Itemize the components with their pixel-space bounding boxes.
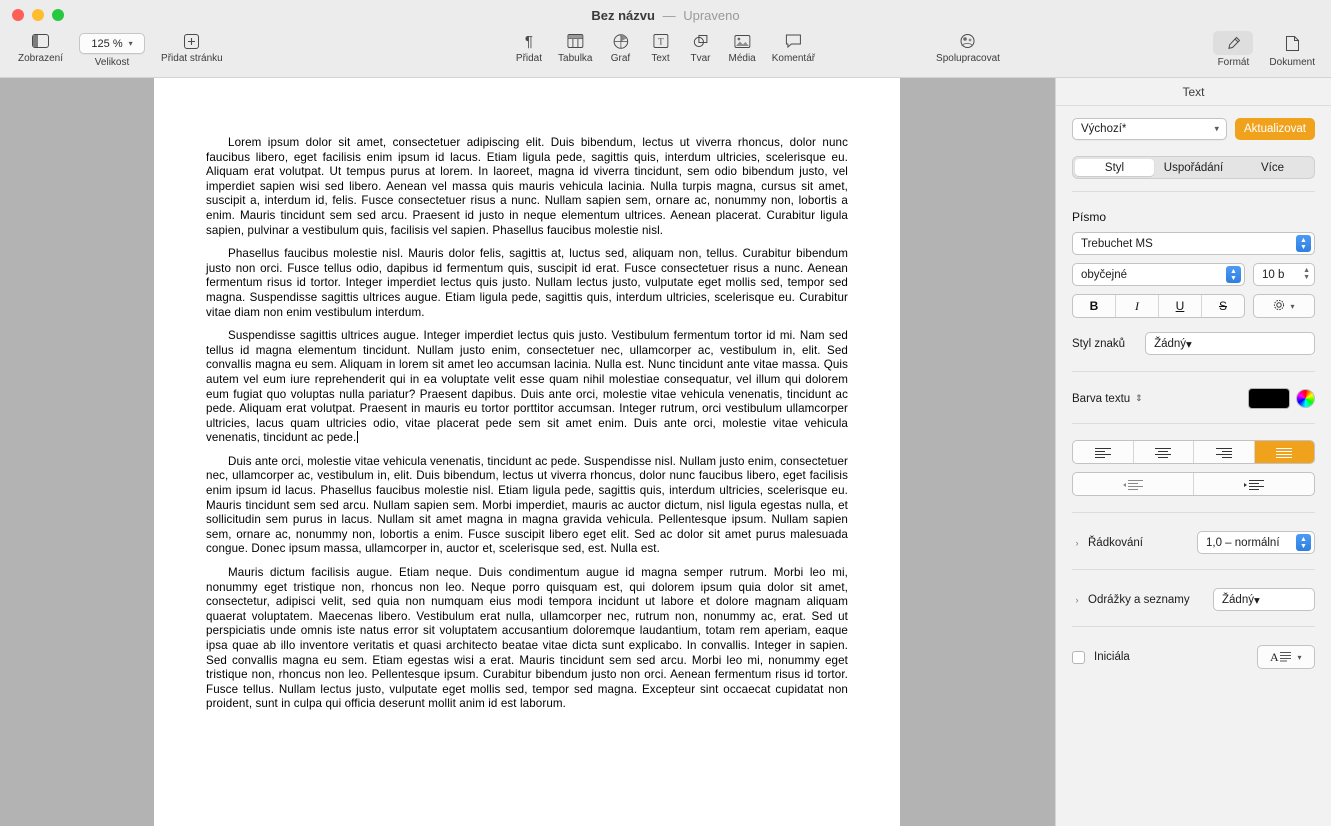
divider-5 [1072, 569, 1315, 570]
chevron-down-icon: ▾ [128, 39, 133, 48]
text-box-icon [653, 31, 668, 51]
line-spacing-select[interactable] [1197, 531, 1315, 554]
document-icon [1286, 33, 1299, 53]
paragraph-style-select[interactable] [1072, 118, 1227, 140]
line-spacing-label: Řádkování [1088, 536, 1143, 549]
divider-2 [1072, 371, 1315, 372]
font-family-value: Trebuchet MS [1081, 237, 1153, 250]
shape-button[interactable] [680, 30, 720, 64]
line-spacing-stepper[interactable]: ▲ ▼ [1296, 534, 1311, 551]
font-family-stepper[interactable]: ▲ ▼ [1296, 235, 1311, 252]
toolbar [0, 30, 1331, 78]
update-style-button[interactable]: Aktualizovat [1235, 118, 1315, 140]
divider-1 [1072, 191, 1315, 192]
font-format-row [1072, 294, 1315, 318]
paragraph-2[interactable]: Phasellus faucibus molestie nisl. Mauris dolor felis, sagittis at, luctus sed, aliquam non, tellus. Curabitur bibendum justo non orci. Fusce tellus odio, dapibus id fermentum quis, suscipit id erat. Fusce consectetuer risus a nunc. Aenean fermentum risus id tortor. Integer imperdiet lectus quis justo. Nullam lectus justo, vulputate eget mollis sed, tempor sed magna. Suspendisse sagittis ultrices augue. Etiam ligula pede, sagittis quis, interdum ultricies, scelerisque eu. Curabitur vitae diam non enim vestibulum interdum. [206, 247, 848, 319]
bullets-label: Odrážky a seznamy [1088, 593, 1190, 606]
divider-4 [1072, 512, 1315, 513]
toolbar-right-group [1205, 30, 1323, 68]
zoom-button[interactable] [52, 9, 64, 21]
text-caret [357, 431, 358, 443]
paragraph-style-value: Výchozí* [1081, 123, 1127, 135]
document-button[interactable] [1261, 30, 1323, 68]
text-color-swatch[interactable] [1248, 388, 1290, 409]
font-size-value: 10 b [1262, 268, 1285, 281]
zoom-label: Velikost [94, 57, 130, 68]
font-size-wrap [1253, 263, 1315, 286]
chevron-down-icon: ▾ [1253, 594, 1260, 607]
add-page-button[interactable] [153, 30, 231, 64]
table-button[interactable] [550, 30, 600, 64]
chevron-right-icon[interactable]: › [1075, 537, 1079, 548]
font-size-field[interactable] [1253, 263, 1315, 286]
font-section-title: Písmo [1072, 210, 1107, 224]
font-format-buttons[interactable] [1072, 294, 1245, 318]
view-label: Zobrazení [18, 53, 64, 64]
format-label: Formát [1217, 57, 1250, 68]
format-button[interactable] [1205, 30, 1261, 68]
align-center-icon[interactable] [1134, 441, 1195, 463]
text-color-row [1072, 388, 1315, 409]
table-icon [567, 31, 583, 51]
font-style-size-row [1072, 263, 1315, 286]
character-style-label: Styl znaků [1072, 337, 1126, 350]
media-button[interactable] [720, 30, 763, 64]
window-title [0, 8, 1331, 23]
character-style-row [1072, 332, 1315, 355]
table-label: Tabulka [558, 53, 593, 64]
media-icon [734, 31, 750, 51]
format-inspector [1055, 78, 1331, 826]
title-separator: — [662, 7, 676, 23]
chevron-down-icon: ▾ [1186, 338, 1192, 351]
paragraph-1[interactable]: Lorem ipsum dolor sit amet, consectetuer adipiscing elit. Duis bibendum, lectus ut viverra rhoncus, dolor nunc faucibus libero, eget facilisis enim ipsum id lacus. Etiam ligula pede, sagittis quis, interdum ultricies, scelerisque eu. Aliquam erat volutpat. Ut tempus purus at lorem. In laoreet, magna id viverra tincidunt, sem odio bibendum justo, vel imperdiet sapien wisi sed libero. Aenean vel massa quis mauris vehicula lacinia. Nulla turpis magna, cursus sit amet, suscipit a, interdum id, felis. Fusce consectetuer risus a nunc. Nullam sapien sem, ornare ac, nonummy non, lobortis a enim. Mauris tincidunt sem sed arcu. Praesent id justo in neque elementum ultrices. Aenean placerat. Curabitur ligula sapien, pulvinar a vestibulum quis, facilisis vel sapien. Phasellus faucibus molestie nisl. [206, 136, 848, 237]
font-size-stepper[interactable]: ▲ ▼ [1303, 267, 1310, 281]
inspector-content [1056, 106, 1331, 669]
bullets-row [1072, 588, 1315, 611]
tab-styl[interactable]: Styl [1075, 159, 1154, 176]
paragraph-3[interactable] [206, 329, 848, 446]
drop-cap-icon [1270, 650, 1292, 665]
paintbrush-icon [1225, 33, 1241, 53]
comment-button[interactable] [764, 30, 823, 64]
toolbar-collaborate-group [928, 30, 1008, 64]
chevron-down-icon: ▾ [1290, 301, 1295, 311]
canvas-right-margin [901, 78, 1055, 826]
pilcrow-icon: ¶ [524, 32, 533, 50]
align-justify-icon[interactable] [1255, 441, 1315, 463]
insert-label: Přidat [515, 53, 543, 64]
font-weight-value: obyčejné [1081, 268, 1128, 281]
tab-usporadani[interactable]: Uspořádání [1163, 161, 1224, 174]
zoom-control[interactable] [71, 30, 153, 68]
document-icon-box [1274, 31, 1311, 55]
character-style-value: Žádný [1154, 337, 1187, 350]
toolbar-left-group [10, 30, 231, 68]
text-button[interactable] [640, 30, 680, 64]
chart-icon [613, 31, 628, 51]
underline-button[interactable]: U [1159, 295, 1202, 317]
sidebar-icon [32, 31, 49, 51]
bullets-select[interactable] [1213, 588, 1315, 611]
bullets-value: Žádný [1222, 593, 1254, 606]
chart-button[interactable] [600, 30, 640, 64]
gear-icon [1273, 299, 1285, 314]
close-button[interactable] [12, 9, 24, 21]
inspector-header: Text [1056, 78, 1331, 106]
svg-text:A: A [1270, 649, 1280, 662]
inspector-tabs[interactable] [1072, 156, 1315, 179]
font-weight-select[interactable] [1072, 263, 1245, 286]
document-page[interactable] [154, 78, 900, 826]
divider-3 [1072, 423, 1315, 424]
divider-6 [1072, 626, 1315, 627]
color-wheel-icon[interactable] [1296, 389, 1315, 408]
paragraph-5[interactable]: Mauris dictum facilisis augue. Etiam neque. Duis condimentum augue id magna semper rutrum. Morbi leo mi, nonummy eget tristique non, rhoncus non leo. Neque porro quisquam est, qui dolorem ipsum quia dolor sit amet, consectetur, adipisci velit, sed quia non numquam eius modi tempora incidunt ut labore et dolore magnam aliquam quaerat voluptatem. Maecenas libero. Vestibulum erat nulla, ullamcorper nec, rutrum non, nonummy ac, erat. Sed ut perspiciatis unde omnis iste natus error sit voluptatem accusantium doloremque laudantium, totam rem aperiam, eaque ipsa quae ab illo inventore veritatis et quasi architecto beatae vitae dicta sunt explicabo. In convallis. Integer in sapien. Sed convallis magna eu sem. Etiam egestas wisi a erat. Mauris tincidunt sem sed arcu. Morbi leo mi, nonummy eget tristique non, rhoncus non leo. Pellentesque ipsum. Curabitur bibendum justo non orci. Aenean fermentum risus id tortor. Fusce tellus. Nullam lectus justo, vulputate eget mollis sed, tempor sed magna. Excepteur sint occaecat cupidatat non proident, sunt in culpa qui officia deserunt mollit anim id est laborum. [206, 566, 848, 711]
media-label: Média [728, 53, 756, 64]
alignment-buttons[interactable] [1072, 440, 1315, 464]
collaborate-icon [959, 31, 978, 51]
collaborate-label: Spolupracovat [936, 53, 1000, 64]
toolbar-center-group [508, 30, 823, 64]
chart-label: Graf [610, 53, 631, 64]
bold-button[interactable]: B [1073, 295, 1116, 317]
document-title: Bez názvu [591, 7, 655, 23]
paragraph-3-text: Suspendisse sagittis ultrices augue. Integer imperdiet lectus quis justo. Vestibulum fermentum tortor id mi. Nam sed tellus id magna elementum tincidunt. Nullam justo enim, consectetuer nec, ullamcorper ac, vestibulum in, elit. Sed convallis magna eu sem. Aliquam in lorem sit amet leo accumsan lacinia. Nulla est. Nunc tincidunt ante vitae massa. Quis autem vel eum iure reprehenderit qui in ea voluptate velit esse quam nihil molestiae consequatur, vel illum qui dolorem eum fugiat quo voluptas nulla pariatur? Praesent dapibus. Duis ante orci, molestie vitae vehicula venenatis, tincidunt ac pede. Aliquam erat volutpat. Praesent in mauris eu tortor porttitor accumsan. Integer rutrum, orci vestibulum ullamcorper ultricies, lacus quam ultricies odio, vitae placerat pede sem sit amet enim. Duis ante orci, molestie vitae vehicula venenatis, tincidunt ac pede. [206, 329, 848, 445]
drop-cap-checkbox[interactable] [1072, 651, 1085, 664]
drop-cap-style-button[interactable] [1257, 645, 1315, 669]
font-options-button[interactable] [1253, 294, 1315, 318]
plus-square-icon [184, 31, 199, 51]
add-page-label: Přidat stránku [161, 53, 223, 64]
align-left-icon[interactable] [1073, 441, 1134, 463]
font-weight-stepper[interactable]: ▲ ▼ [1226, 266, 1241, 283]
text-color-label: Barva textu [1072, 392, 1131, 405]
shape-icon [693, 31, 708, 51]
drop-cap-label: Iniciála [1094, 651, 1130, 663]
line-spacing-value: 1,0 – normální [1206, 536, 1280, 549]
comment-icon [785, 31, 801, 51]
zoom-value: 125 % [91, 37, 123, 50]
tab-vice[interactable]: Více [1260, 161, 1284, 174]
drop-cap-row [1072, 645, 1315, 669]
paragraph-style-row [1072, 118, 1315, 140]
document-status: Upraveno [683, 7, 740, 23]
insert-button[interactable] [508, 30, 550, 64]
chevron-down-icon: ▾ [1297, 652, 1302, 662]
traffic-lights[interactable] [0, 9, 64, 21]
indent-buttons[interactable] [1072, 472, 1315, 496]
collaborate-button[interactable] [928, 30, 1008, 64]
format-icon-box [1213, 31, 1253, 55]
document-label: Dokument [1269, 57, 1315, 68]
view-button[interactable] [10, 30, 71, 64]
font-weight-wrap [1072, 263, 1245, 286]
font-family-select[interactable] [1072, 232, 1315, 255]
svg-text:T: T [657, 36, 664, 47]
main-body [0, 78, 1331, 826]
updown-icon[interactable]: ⇕ [1135, 393, 1143, 403]
indent-icon[interactable] [1194, 473, 1314, 495]
comment-label: Komentář [771, 53, 816, 64]
align-right-icon[interactable] [1194, 441, 1255, 463]
chevron-down-icon: ▾ [1214, 123, 1219, 134]
paragraph-4[interactable]: Duis ante orci, molestie vitae vehicula venenatis, tincidunt ac pede. Suspendisse nisl. Nullam justo enim, consectetuer nec, ullamcorper ac, vestibulum in, elit. Duis bibendum, lectus ut viverra rhoncus, dolor nunc faucibus libero, eget facilisis enim ipsum id lacus. Phasellus faucibus molestie nisl. Etiam ligula pede, sagittis quis, interdum ultricies, scelerisque eu. Mauris tincidunt sem sed arcu. Nullam sapien sem. Morbi imperdiet, mauris ac auctor dictum, nisl ligula egestas nulla, et sollicitudin sem purus in lacus. Nullam sit amet magna in magna gravida vehicula. Pellentesque ipsum. Nullam sapien sem, ornare ac, nonummy non, lobortis a enim. Fusce suscipit libero eget elit. Sed ac dolor sit amet purus malesuada congue. Donec ipsum massa, ullamcorper in, auctor et, scelerisque sed, est. Nulla est. [206, 454, 848, 556]
title-bar [0, 0, 1331, 30]
shape-label: Tvar [690, 53, 711, 64]
outdent-icon[interactable] [1073, 473, 1194, 495]
strikethrough-button[interactable]: S [1218, 299, 1227, 313]
chevron-right-icon[interactable]: › [1075, 594, 1079, 605]
document-canvas[interactable] [0, 78, 1055, 826]
character-style-select[interactable] [1145, 332, 1315, 355]
italic-button[interactable]: I [1116, 295, 1159, 317]
minimize-button[interactable] [32, 9, 44, 21]
line-spacing-row [1072, 531, 1315, 554]
canvas-left-margin [0, 78, 155, 826]
zoom-select[interactable] [79, 33, 145, 54]
text-label: Text [651, 53, 670, 64]
text-color-controls[interactable] [1248, 388, 1315, 409]
